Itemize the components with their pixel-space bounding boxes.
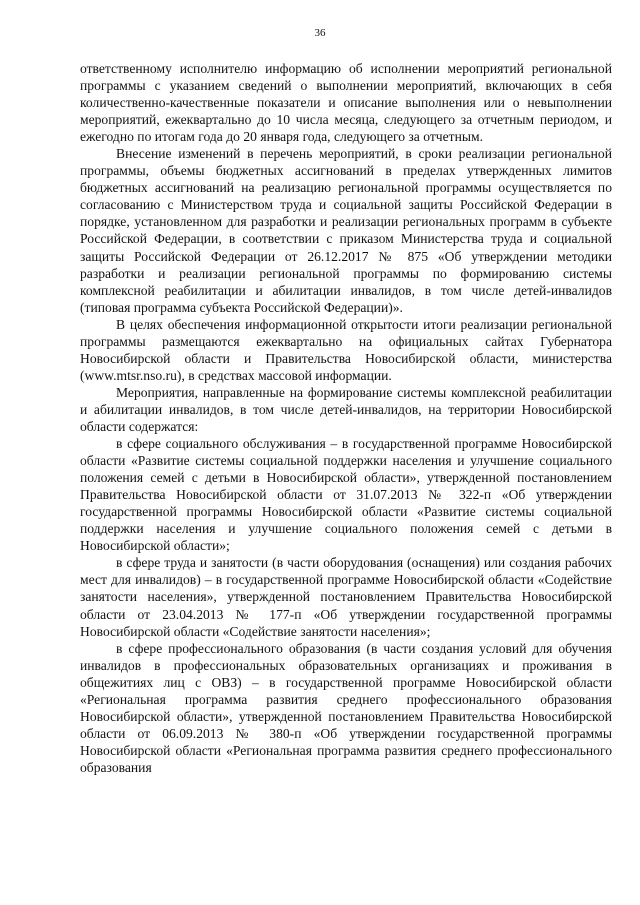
page-number: 36 — [314, 27, 326, 39]
document-body — [80, 60, 612, 776]
paragraph-social-services: в сфере социального обслуживания – в государственной программе Новосибирской области «Развитие системы социальной поддержки населения и улучшение социального положения семей с детьми в Новосибирской области», утвержденной постановлением Правительства Новосибирской области от 31.07.2013 № 322-п «Об утверждении государственной программы Новосибирской области «Развитие системы социальной поддержки населения и улучшение социального положения семей с детьми в Новосибирской области»; — [80, 436, 612, 554]
paragraph-reporting-continuation: ответственному исполнителю информацию об исполнении мероприятий региональной программы с указанием сведений о выполнении мероприятий, включающих в себя количественно-качественные показатели и описание выполнения или о невыполнении мероприятий, ежеквартально до 10 числа месяца, следующего за отчетным периодом, и ежегодно по итогам года до 20 января года, следующего за отчетным. — [80, 61, 612, 145]
paragraph-program-changes: Внесение изменений в перечень мероприятий, в сроки реализации региональной программы, объемы бюджетных ассигнований в пределах утвержденных лимитов бюджетных ассигнований на реализацию региональной программы осуществляется по согласованию с Министерством труда и социальной защиты Российской Федерации в порядке, установленном для разработки и реализации региональных программ в субъекте Российской Федерации, в соответствии с приказом Министерства труда и социальной защиты Российской Федерации от 26.12.2017 № 875 «Об утверждении методики разработки и реализации региональной программы по формированию системы комплексной реабилитации и абилитации инвалидов, в том числе детей-инвалидов (типовая программа субъекта Российской Федерации)». — [80, 146, 612, 315]
paragraph-vocational-education: в сфере профессионального образования (в части создания условий для обучения инвалидов в профессиональных образовательных организациях и проживания в общежитиях лиц с ОВЗ) – в государственной программе Новосибирской области «Региональная программа развития среднего профессионального образования Новосибирской области», утвержденной постановлением Правительства Новосибирской области от 06.09.2013 № 380-п «Об утверждении государственной программы Новосибирской области «Региональная программа развития среднего профессионального образования — [80, 640, 612, 775]
paragraph-information-openness: В целях обеспечения информационной открытости итоги реализации региональной программы размещаются ежеквартально на официальных сайтах Губернатора Новосибирской области и Правительства Новосибирской области, министерства (www.mtsr.nso.ru), в средствах массовой информации. — [80, 316, 612, 383]
paragraph-labor-employment: в сфере труда и занятости (в части оборудования (оснащения) или создания рабочих мест для инвалидов) – в государственной программе Новосибирской области «Содействие занятости населения», утвержденной постановлением Правительства Новосибирской области от 23.04.2013 № 177-п «Об утверждении государственной программы Новосибирской области «Содействие занятости населения»; — [80, 555, 612, 639]
paragraph-measures-intro: Мероприятия, направленные на формирование системы комплексной реабилитации и абилитации инвалидов, в том числе детей-инвалидов, на территории Новосибирской области содержатся: — [80, 384, 612, 434]
